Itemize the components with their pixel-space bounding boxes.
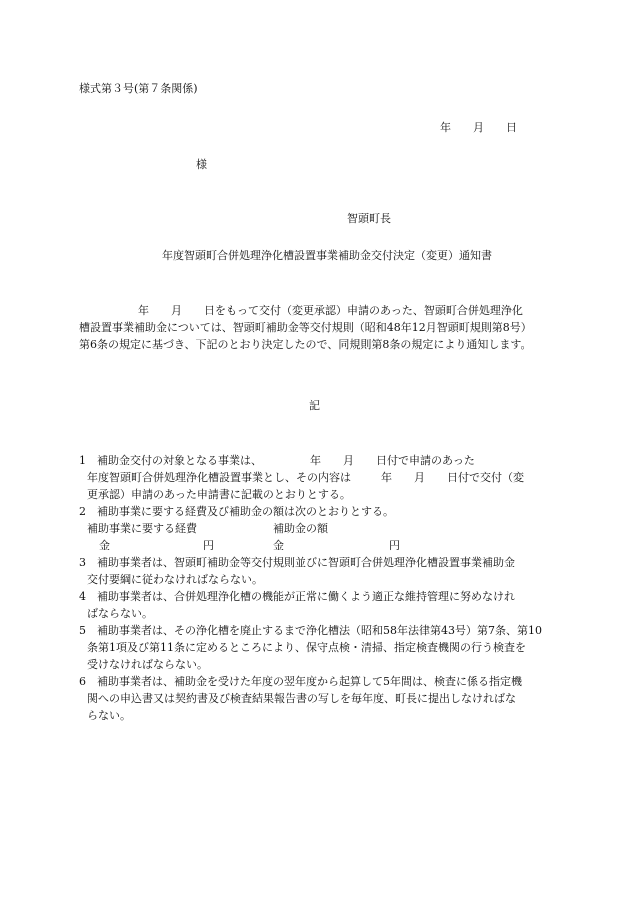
subsidy-header: 補助金の額 — [273, 522, 328, 535]
body-paragraph — [79, 302, 559, 353]
body-line: 年 月 日をもって交付（変更承認）申請のあった、智頭町合併処理浄化 — [138, 304, 523, 317]
item-text: 受けなければならない。 — [87, 658, 208, 671]
item-text: 3 補助事業者は、智頭町補助金等交付規則並びに智頭町合併処理浄化槽設置事業補助金 — [79, 556, 515, 569]
date-line: 年 月 日 — [440, 121, 517, 134]
item-text: 4 補助事業者は、合併処理浄化槽の機能が正常に働くよう適正な維持管理に努めなけれ — [79, 590, 515, 603]
item-6 — [79, 673, 559, 724]
ki-heading: 記 — [309, 399, 320, 412]
item-text: らない。 — [87, 709, 131, 722]
item-1 — [79, 452, 559, 503]
item-3 — [79, 554, 559, 588]
body-line: 槽設置事業補助金については、智頭町補助金等交付規則（昭和48年12月智頭町規則第8号） — [79, 321, 532, 334]
item-5 — [79, 622, 559, 673]
item-text: 条第1項及び第11条に定めるところにより、保守点検・清掃、指定検査機関の行う検査を — [87, 641, 526, 654]
item-2 — [79, 503, 559, 554]
item-text: ばならない。 — [87, 607, 153, 620]
cost-header-row — [79, 520, 559, 537]
addressee-suffix: 様 — [196, 158, 207, 171]
item-text: 1 補助金交付の対象となる事業は、 — [79, 454, 262, 467]
amount-row — [79, 537, 559, 554]
cost-kin: 金 — [99, 539, 110, 552]
item-text: 5 補助事業者は、その浄化槽を廃止するまで浄化槽法（昭和58年法律第43号）第7条、第10 — [79, 624, 542, 637]
item-text: 年度智頭町合併処理浄化槽設置事業とし、その内容は — [87, 471, 351, 484]
item-text: 2 補助事業に要する経費及び補助金の額は次のとおりとする。 — [79, 505, 394, 518]
item-4 — [79, 588, 559, 622]
subsidy-kin: 金 — [273, 539, 284, 552]
document-title: 年度智頭町合併処理浄化槽設置事業補助金交付決定（変更）通知書 — [162, 249, 492, 262]
item-text: 更承認）申請のあった申請書に記載のとおりとする。 — [87, 488, 351, 501]
cost-header: 補助事業に要する経費 — [87, 522, 197, 535]
cost-en: 円 — [203, 539, 214, 552]
item-text: 年 月 日付で交付（変 — [381, 471, 524, 484]
issuer: 智頭町長 — [347, 212, 391, 225]
form-number: 様式第３号(第７条関係) — [79, 82, 198, 95]
item-text: 年 月 日付で申請のあった — [310, 454, 475, 467]
body-line: 第6条の規定に基づき、下記のとおり決定したので、同規則第8条の規定により通知します。 — [79, 338, 532, 351]
item-list — [79, 452, 559, 724]
item-text: 6 補助事業者は、補助金を受けた年度の翌年度から起算して5年間は、検査に係る指定機 — [79, 675, 522, 688]
item-text: 交付要綱に従わなければならない。 — [87, 573, 263, 586]
item-text: 関への申込書又は契約書及び検査結果報告書の写しを毎年度、町長に提出しなければな — [87, 692, 516, 705]
subsidy-en: 円 — [389, 539, 400, 552]
